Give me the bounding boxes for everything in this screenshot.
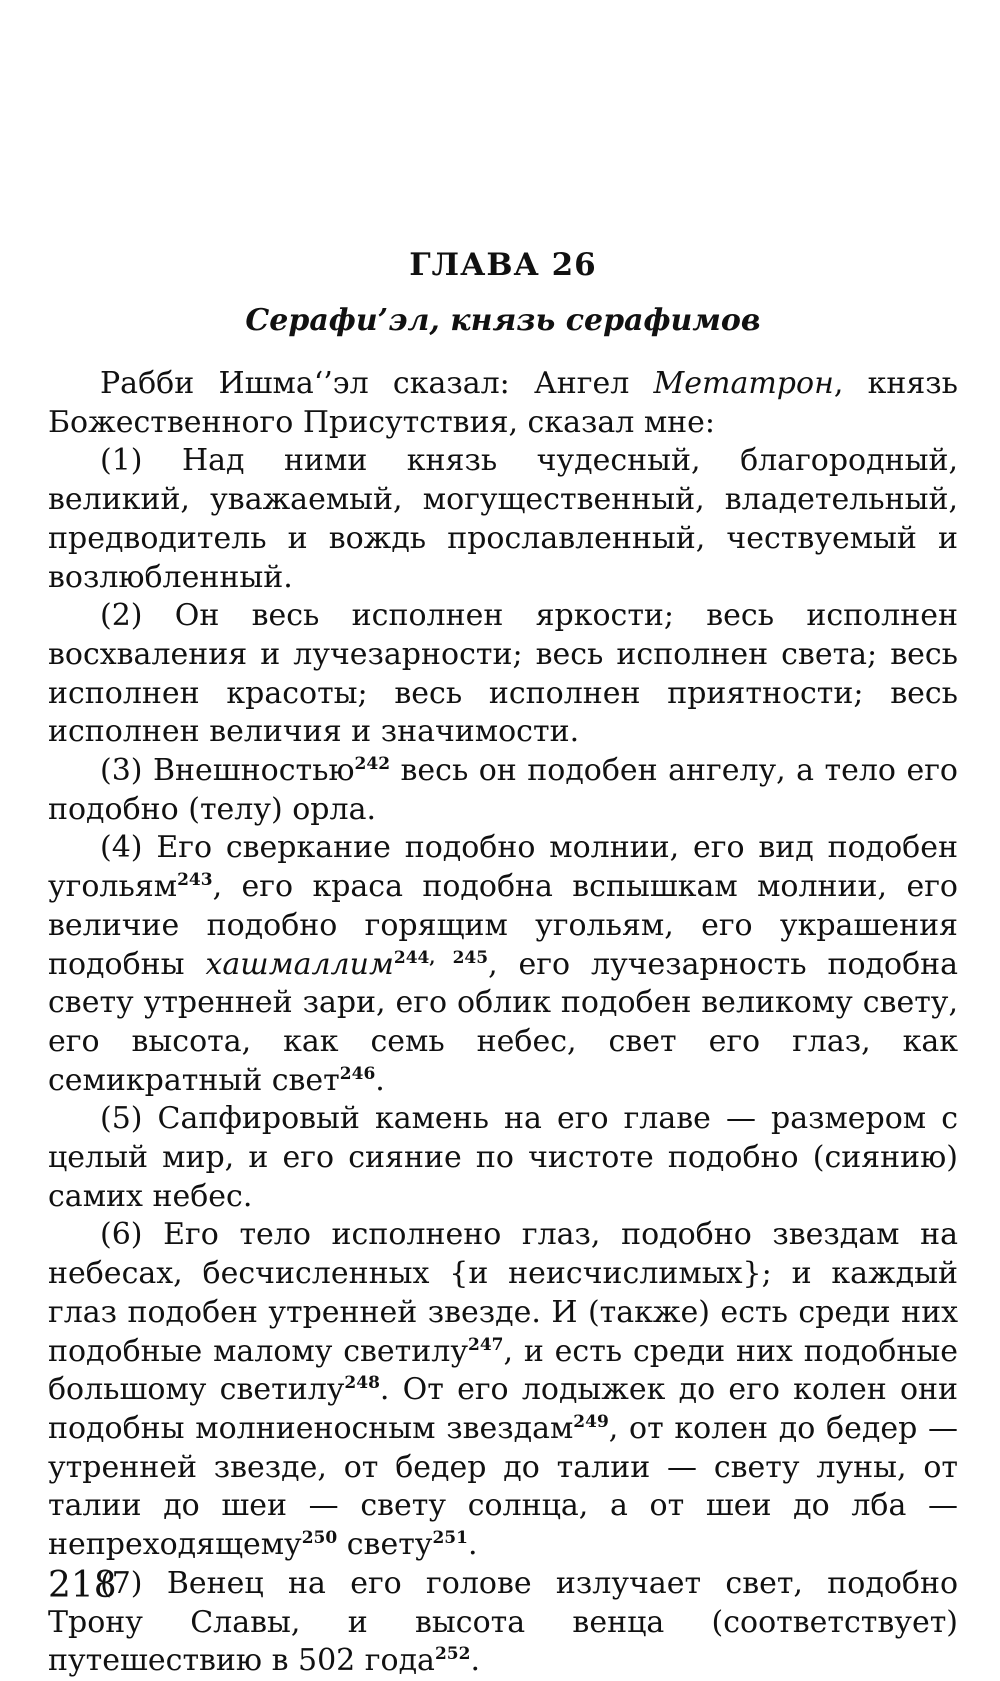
italic-name: Метатрон: [653, 366, 834, 401]
text-run: свету: [337, 1527, 433, 1563]
text-run: (7) Венец на его голове излучает свет, подобно Трону Славы, и высота венца (соответствует) путешествию в 502 года: [48, 1565, 958, 1679]
footnote-ref: 248: [344, 1373, 380, 1394]
paragraph-1: (1) Над ними князь чудесный, благородный, великий, уважаемый, могущественный, владетельный, предводитель и вождь прославленный, чествуемый и возлюбленный.: [48, 443, 958, 595]
text-run: . От его лодыжек до его колен они подобны молниеносным звездам: [48, 1372, 958, 1446]
footnote-ref: 246: [339, 1063, 376, 1084]
footnote-ref: 252: [434, 1644, 471, 1665]
text-run: .: [470, 1643, 480, 1679]
text-run: весь он подобен ангелу, а тело его подобно (телу) орла.: [48, 753, 958, 827]
footnote-ref: 247: [467, 1334, 504, 1355]
footnote-ref: 243: [177, 870, 213, 891]
italic-term: хашмаллим: [205, 946, 394, 982]
text-run: , и есть среди них подобные большому светилу: [48, 1333, 958, 1408]
footnote-ref: 244, 245: [393, 947, 489, 968]
text-run: (3) Внешностью: [100, 753, 355, 789]
footnote-ref: 249: [573, 1411, 609, 1432]
footnote-ref: 251: [432, 1528, 468, 1549]
footnote-ref: 250: [301, 1528, 338, 1549]
chapter-title: ГЛАВА 26: [409, 247, 597, 283]
text-run: , его краса подобна вспышкам молнии, его величие подобно горящим угольям, его украшения подобны: [48, 869, 958, 982]
paragraph-2: (2) Он весь исполнен яркости; весь исполнен восхваления и лучезарности; весь исполнен света; весь исполнен красоты; весь исполнен приятности; весь исполнен величия и значимости.: [48, 598, 958, 750]
text-run: Рабби Ишма‘’эл сказал: Ангел: [100, 366, 654, 401]
text-run: (6) Его тело исполнено глаз, подобно звездам на небесах, бесчисленных {и неисчислимых}; и каждый глаз подобен утренней звезде. И (также) есть среди них подобные малому светилу: [48, 1217, 958, 1369]
book-page: [48, 0, 958, 1680]
text-run: .: [375, 1062, 385, 1098]
body-text: [48, 365, 958, 1681]
paragraph-intro: [48, 365, 958, 442]
text-run: , князь Божественного Присутствия, сказал мне:: [48, 366, 958, 440]
paragraph-7: [48, 1565, 958, 1681]
paragraph-3: [48, 752, 958, 829]
chapter-subtitle: Серафи’эл, князь серафимов: [245, 303, 761, 338]
paragraph-5: (5) Сапфировый камень на его главе — размером с целый мир, и его сияние по чистоте подобно (сиянию) самих небес.: [48, 1101, 958, 1214]
text-run: .: [467, 1527, 478, 1563]
footnote-ref: 242: [354, 754, 391, 775]
page-number: 218: [48, 1565, 117, 1606]
paragraph-6: [48, 1216, 958, 1564]
paragraph-4: [48, 829, 958, 1100]
text-run: , его лучезарность подобна свету утренней зари, его облик подобен великому свету, его высота, как семь небес, свет его глаз, как семикратный свет: [48, 946, 959, 1098]
text-run: , от колен до бедер — утренней звезде, от бедер до талии — свету луны, от талии до шеи — свету солнца, а от шеи до лба — непреходящему: [48, 1410, 958, 1563]
text-run: (4) Его сверкание подобно молнии, его вид подобен угольям: [48, 830, 958, 905]
